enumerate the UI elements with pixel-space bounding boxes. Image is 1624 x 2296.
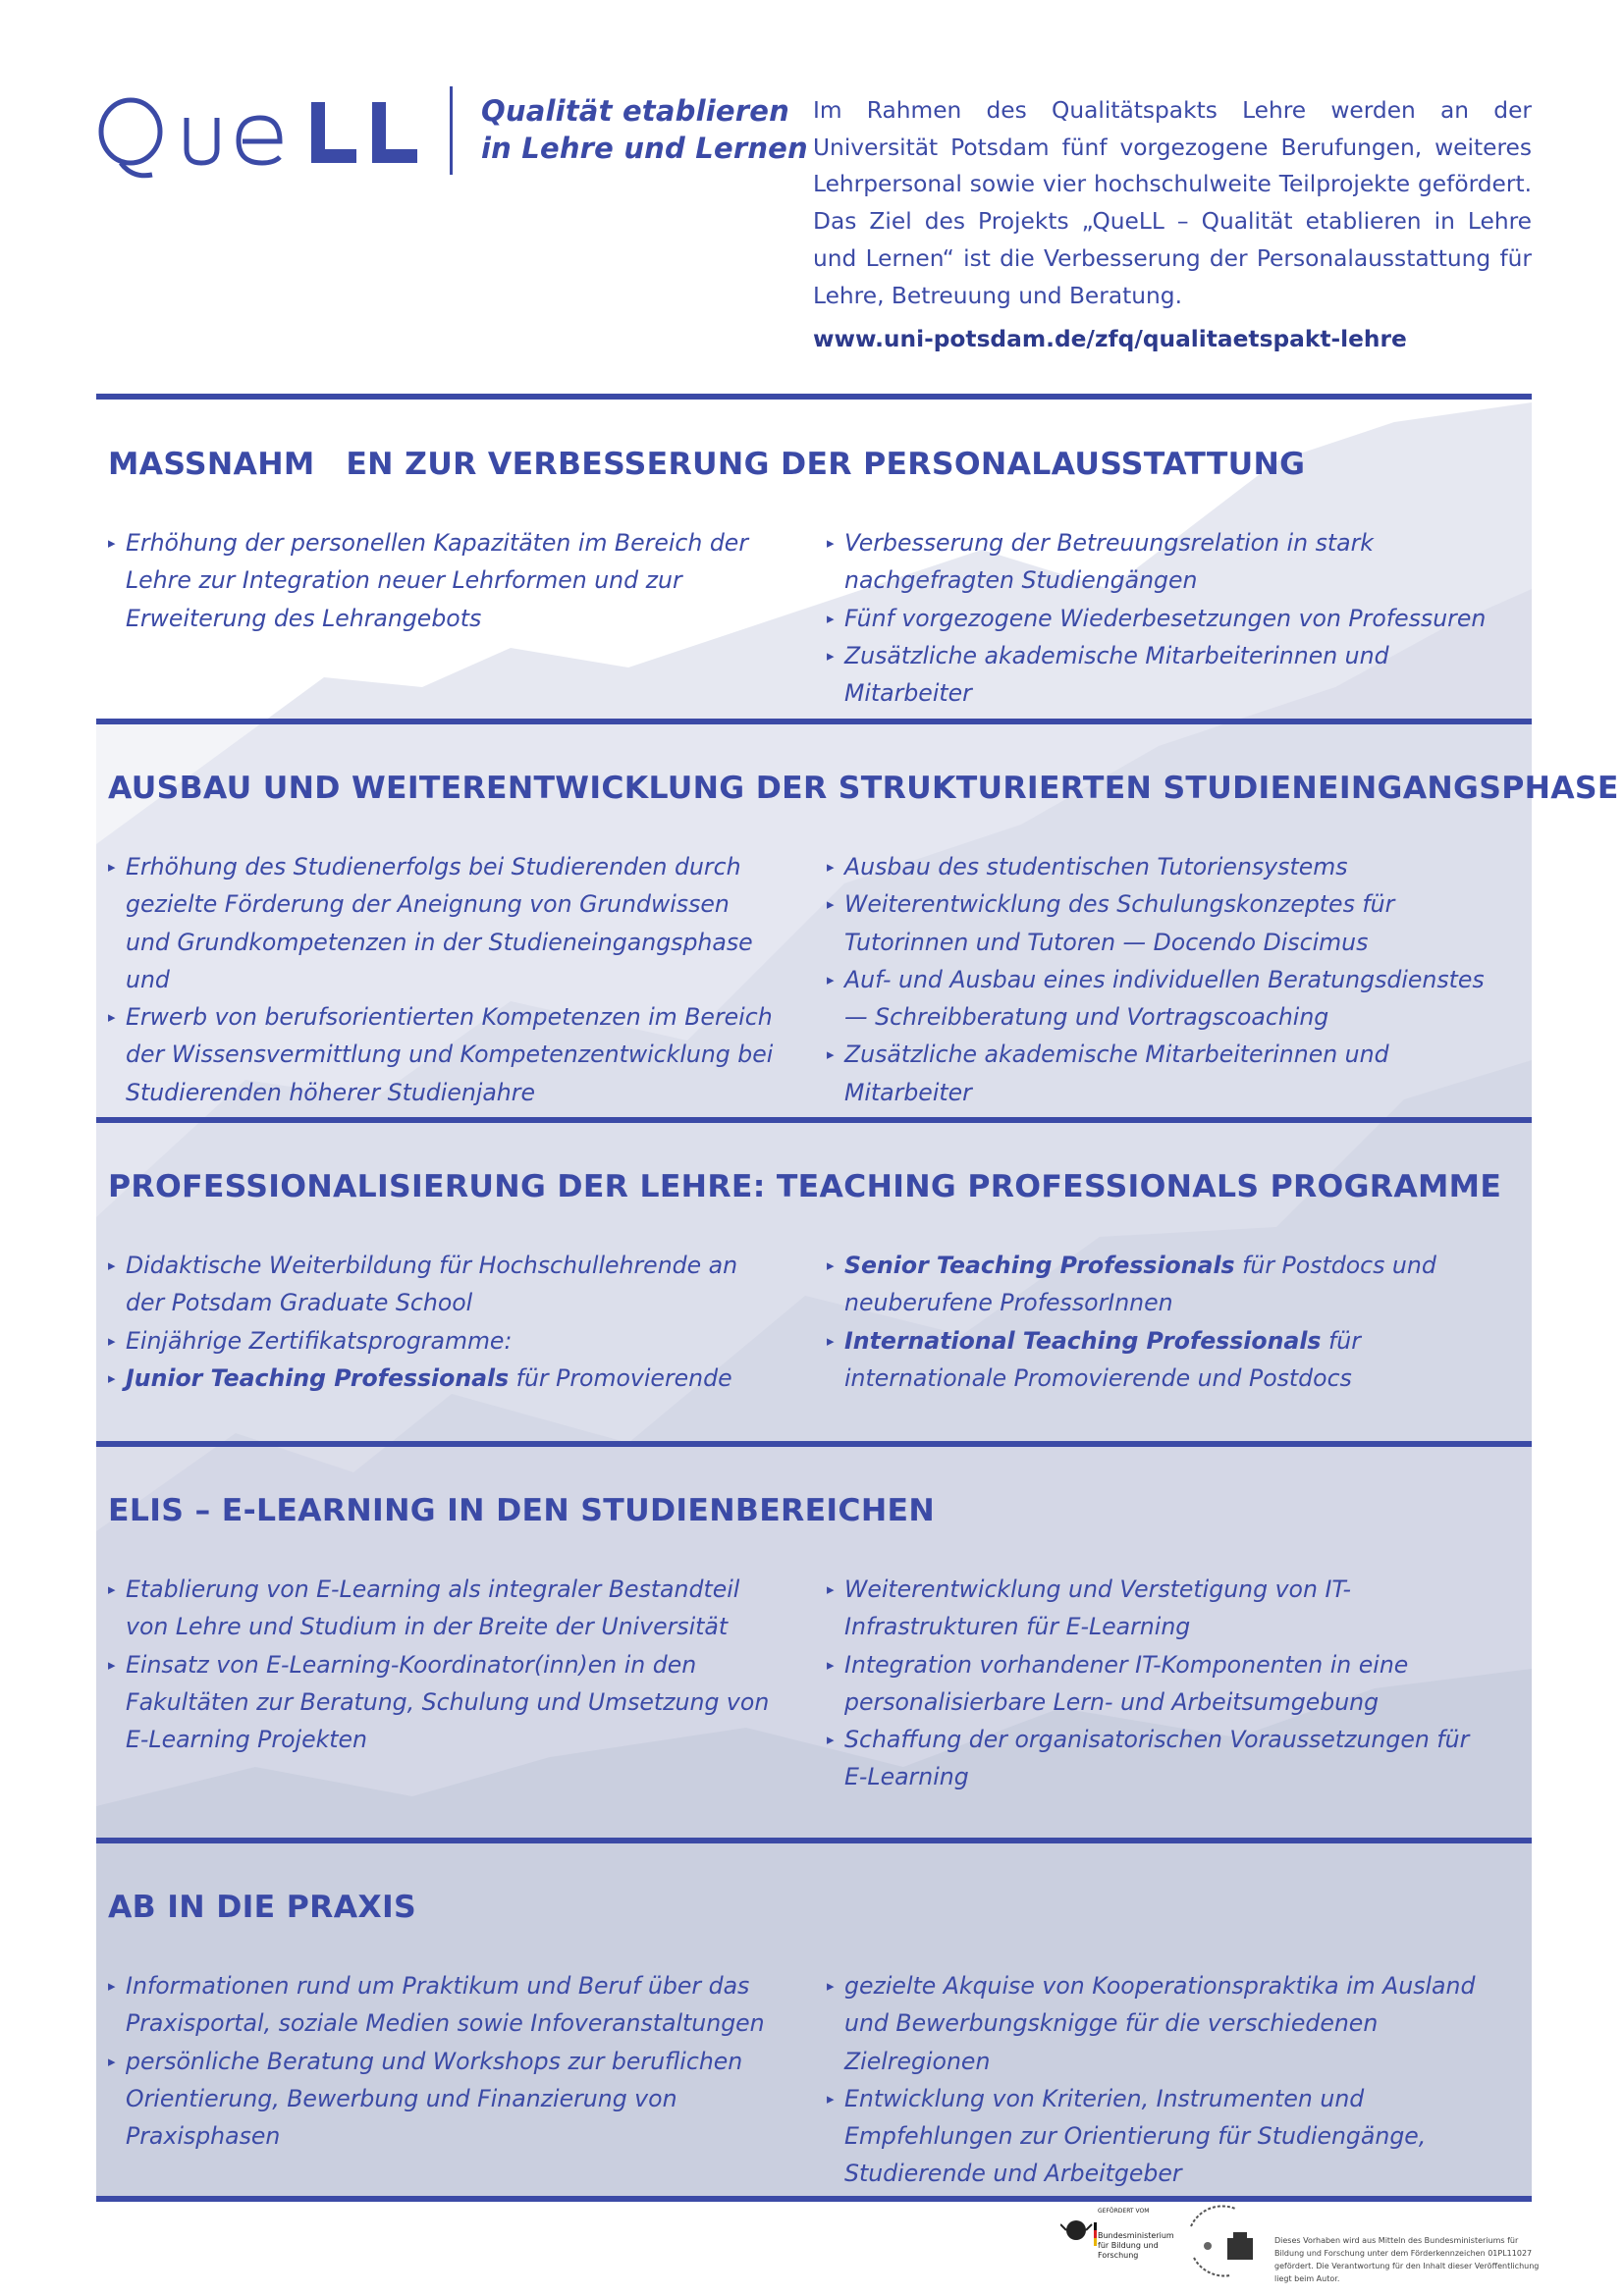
- project-url-link[interactable]: www.uni-potsdam.de/zfq/qualitaetspakt-lehre: [813, 326, 1407, 352]
- list-item: ▸ Schaffung der organisatorischen Voraussetzungen für E-Learning: [827, 1721, 1494, 1796]
- section-title-personal: MASSNAHM EN ZUR VERBESSERUNG DER PERSONALAUSSTATTUNG: [108, 447, 1306, 482]
- bullet-icon: ▸: [108, 1655, 116, 1674]
- bullet-icon: ▸: [827, 1580, 835, 1598]
- list-item: ▸ Einsatz von E-Learning-Koordinator(inn)en in den Fakultäten zur Beratung, Schulung und Umsetzung von E-Learning Projekten: [108, 1646, 776, 1759]
- bullet-icon: ▸: [108, 1977, 116, 1995]
- list-item: ▸ International Teaching Professionals für internationale Promovierende und Postdocs: [827, 1322, 1494, 1398]
- section-professionalisierung-right: [827, 1247, 1494, 1397]
- list-item: ▸ Senior Teaching Professionals für Postdocs und neuberufene ProfessorInnen: [827, 1247, 1494, 1322]
- bullet-icon: ▸: [108, 1008, 116, 1027]
- section-professionalisierung-left: [108, 1247, 776, 1397]
- section-studieneingang-right: [827, 848, 1494, 1111]
- list-item: ▸ Ausbau des studentischen Tutoriensystems: [827, 848, 1494, 885]
- bullet-icon: ▸: [827, 646, 835, 665]
- quell-logo-graphic: [93, 80, 476, 188]
- bullet-icon: ▸: [827, 1977, 835, 1995]
- section-studieneingang-left: [108, 848, 776, 1111]
- section-title-studieneingang: AUSBAU UND WEITERENTWICKLUNG DER STRUKTURIERTEN STUDIENEINGANGSPHASE: [108, 771, 1619, 806]
- bullet-icon: ▸: [827, 1256, 835, 1274]
- bullet-icon: ▸: [827, 1731, 835, 1749]
- bullet-icon: ▸: [108, 858, 116, 876]
- bullet-icon: ▸: [108, 1256, 116, 1274]
- list-item: ▸ Informationen rund um Praktikum und Beruf über das Praxisportal, soziale Medien sowie Infoveranstaltungen: [108, 1967, 776, 2043]
- list-item: ▸ gezielte Akquise von Kooperationspraktika im Ausland und Bewerbungsknigge für die verschiedenen Zielregionen: [827, 1967, 1494, 2080]
- section-divider: [96, 1441, 1532, 1447]
- federal-eagle-icon: [1060, 2201, 1100, 2269]
- university-seal-icon: [1176, 2197, 1265, 2285]
- bullet-icon: ▸: [827, 1655, 835, 1674]
- list-item: ▸ Zusätzliche akademische Mitarbeiterinnen und Mitarbeiter: [827, 637, 1494, 713]
- list-item: ▸ Zusätzliche akademische Mitarbeiterinnen und Mitarbeiter: [827, 1036, 1494, 1111]
- bullet-icon: ▸: [827, 1045, 835, 1064]
- bullet-icon: ▸: [108, 1580, 116, 1598]
- tagline: [481, 92, 808, 167]
- list-item: ▸ Fünf vorgezogene Wiederbesetzungen von Professuren: [827, 600, 1494, 637]
- section-elis-left: [108, 1571, 776, 1758]
- bullet-icon: ▸: [827, 970, 835, 988]
- list-item: ▸ Einjährige Zertifikatsprogramme:: [108, 1322, 776, 1360]
- section-personal-left: [108, 524, 776, 637]
- list-item: ▸ persönliche Beratung und Workshops zur beruflichen Orientierung, Bewerbung und Finanzierung von Praxisphasen: [108, 2043, 776, 2156]
- bmbf-label-top: GEFÖRDERT VOM: [1098, 2208, 1150, 2215]
- funding-note: Dieses Vorhaben wird aus Mitteln des Bundesministeriums für Bildung und Forschung unter dem Förderkennzeichen 01PL11027 gefördert. Die Verantwortung für den Inhalt dieser Veröffentlichung liegt beim Autor.: [1274, 2236, 1540, 2283]
- bullet-icon: ▸: [108, 1368, 116, 1387]
- section-divider: [96, 1117, 1532, 1123]
- bullet-icon: ▸: [827, 895, 835, 914]
- bullet-icon: ▸: [827, 609, 835, 627]
- bullet-icon: ▸: [827, 1331, 835, 1350]
- list-item: ▸ Integration vorhandener IT-Komponenten in eine personalisierbare Lern- und Arbeitsumgebung: [827, 1646, 1494, 1722]
- section-title-elis: ELIS – E-LEARNING IN DEN STUDIENBEREICHEN: [108, 1493, 935, 1528]
- uni-potsdam-seal: [1176, 2197, 1265, 2285]
- list-item: ▸ Erhöhung der personellen Kapazitäten im Bereich der Lehre zur Integration neuer Lehrformen und zur Erweiterung des Lehrangebots: [108, 524, 776, 637]
- list-item: ▸ Verbesserung der Betreuungsrelation in stark nachgefragten Studiengängen: [827, 524, 1494, 600]
- list-item: ▸ Weiterentwicklung des Schulungskonzeptes für Tutorinnen und Tutoren — Docendo Discimus: [827, 885, 1494, 961]
- bmbf-label: Bundesministerium für Bildung und Forschung: [1098, 2231, 1174, 2260]
- section-divider: [96, 1838, 1532, 1843]
- intro-paragraph: Im Rahmen des Qualitätspakts Lehre werden an der Universität Potsdam fünf vorgezogene Berufungen, weiteres Lehrpersonal sowie vier hochschulweite Teilprojekte gefördert. Das Ziel des Projekts „QueLL – Qualität etablieren in Lehre und Lernen“ ist die Verbesserung der Personalausstattung für Lehre, Betreuung und Beratung.: [813, 97, 1532, 309]
- section-elis-right: [827, 1571, 1494, 1796]
- section-divider: [96, 719, 1532, 724]
- bullet-icon: ▸: [108, 2052, 116, 2070]
- list-item: ▸ Erhöhung des Studienerfolgs bei Studierenden durch gezielte Förderung der Aneignung von Grundwissen und Grundkompetenzen in der Studieneingangsphase und: [108, 848, 776, 998]
- quell-logo: [93, 80, 466, 188]
- section-title-praxis: AB IN DIE PRAXIS: [108, 1890, 416, 1925]
- section-divider: [96, 2196, 1532, 2202]
- logo-divider: [450, 86, 453, 175]
- list-item: ▸ Weiterentwicklung und Verstetigung von IT-Infrastrukturen für E-Learning: [827, 1571, 1494, 1646]
- list-item: ▸ Auf- und Ausbau eines individuellen Beratungsdienstes — Schreibberatung und Vortragscoaching: [827, 961, 1494, 1037]
- list-item: ▸ Erwerb von berufsorientierten Kompetenzen im Bereich der Wissensvermittlung und Kompetenzentwicklung bei Studierenden höherer Studienjahre: [108, 998, 776, 1111]
- section-divider: [96, 394, 1532, 400]
- bullet-icon: ▸: [827, 534, 835, 552]
- list-item: ▸ Junior Teaching Professionals für Promovierende: [108, 1360, 776, 1397]
- section-personal-right: [827, 524, 1494, 712]
- tagline-line2: in Lehre und Lernen: [481, 132, 808, 165]
- bullet-icon: ▸: [827, 858, 835, 876]
- bullet-icon: ▸: [108, 534, 116, 552]
- bullet-icon: ▸: [827, 2089, 835, 2108]
- list-item: ▸ Etablierung von E-Learning als integraler Bestandteil von Lehre und Studium in der Breite der Universität: [108, 1571, 776, 1646]
- bullet-icon: ▸: [108, 1331, 116, 1350]
- section-title-professionalisierung: PROFESSIONALISIERUNG DER LEHRE: TEACHING PROFESSIONALS PROGRAMME: [108, 1169, 1502, 1204]
- list-item: ▸ Entwicklung von Kriterien, Instrumenten und Empfehlungen zur Orientierung für Studiengänge, Studierende und Arbeitgeber: [827, 2080, 1494, 2193]
- tagline-line1: Qualität etablieren: [481, 94, 789, 128]
- section-praxis-right: [827, 1967, 1494, 2193]
- list-item: ▸ Didaktische Weiterbildung für Hochschullehrende an der Potsdam Graduate School: [108, 1247, 776, 1322]
- section-praxis-left: [108, 1967, 776, 2155]
